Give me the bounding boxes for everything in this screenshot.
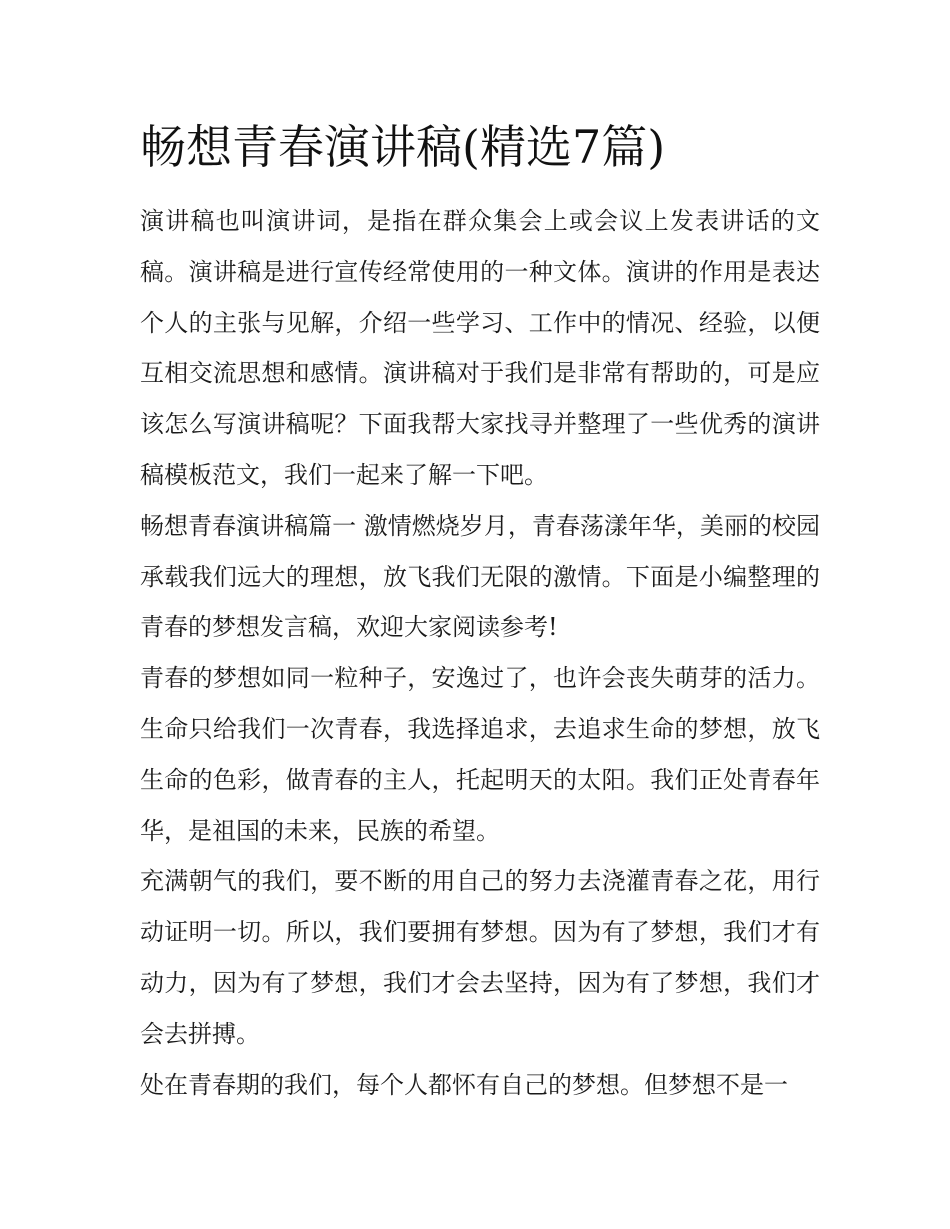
paragraph-dream-seed: 青春的梦想如同一粒种子，安逸过了，也许会丧失萌芽的活力。生命只给我们一次青春，我选择追求，去追求生命的梦想，放飞生命的色彩，做青春的主人，托起明天的太阳。我们正处青春年华，是祖国的未来，民族的希望。 [140,664,820,845]
paragraph-adolescence: 处在青春期的我们，每个人都怀有自己的梦想。但梦想不是一 [140,1070,788,1099]
document-title: 畅想青春演讲稿(精选7篇) [140,120,666,174]
paragraph-youthful-energy: 充满朝气的我们，要不断的用自己的努力去浇灌青春之花，用行动证明一切。所以，我们要拥有梦想。因为有了梦想，我们才有动力，因为有了梦想，我们才会去坚持，因为有了梦想，我们才会去拼搏。 [140,867,820,1048]
paragraph-section-one: 畅想青春演讲稿篇一 激情燃烧岁月，青春荡漾年华，美丽的校园承载我们远大的理想，放飞我们无限的激情。下面是小编整理的青春的梦想发言稿，欢迎大家阅读参考! [140,511,820,642]
document-body [140,196,820,1110]
paragraph-intro: 演讲稿也叫演讲词，是指在群众集会上或会议上发表讲话的文稿。演讲稿是进行宣传经常使用的一种文体。演讲的作用是表达个人的主张与见解，介绍一些学习、工作中的情况、经验，以便互相交流思想和感情。演讲稿对于我们是非常有帮助的，可是应该怎么写演讲稿呢？下面我帮大家找寻并整理了一些优秀的演讲稿模板范文，我们一起来了解一下吧。 [140,207,820,489]
